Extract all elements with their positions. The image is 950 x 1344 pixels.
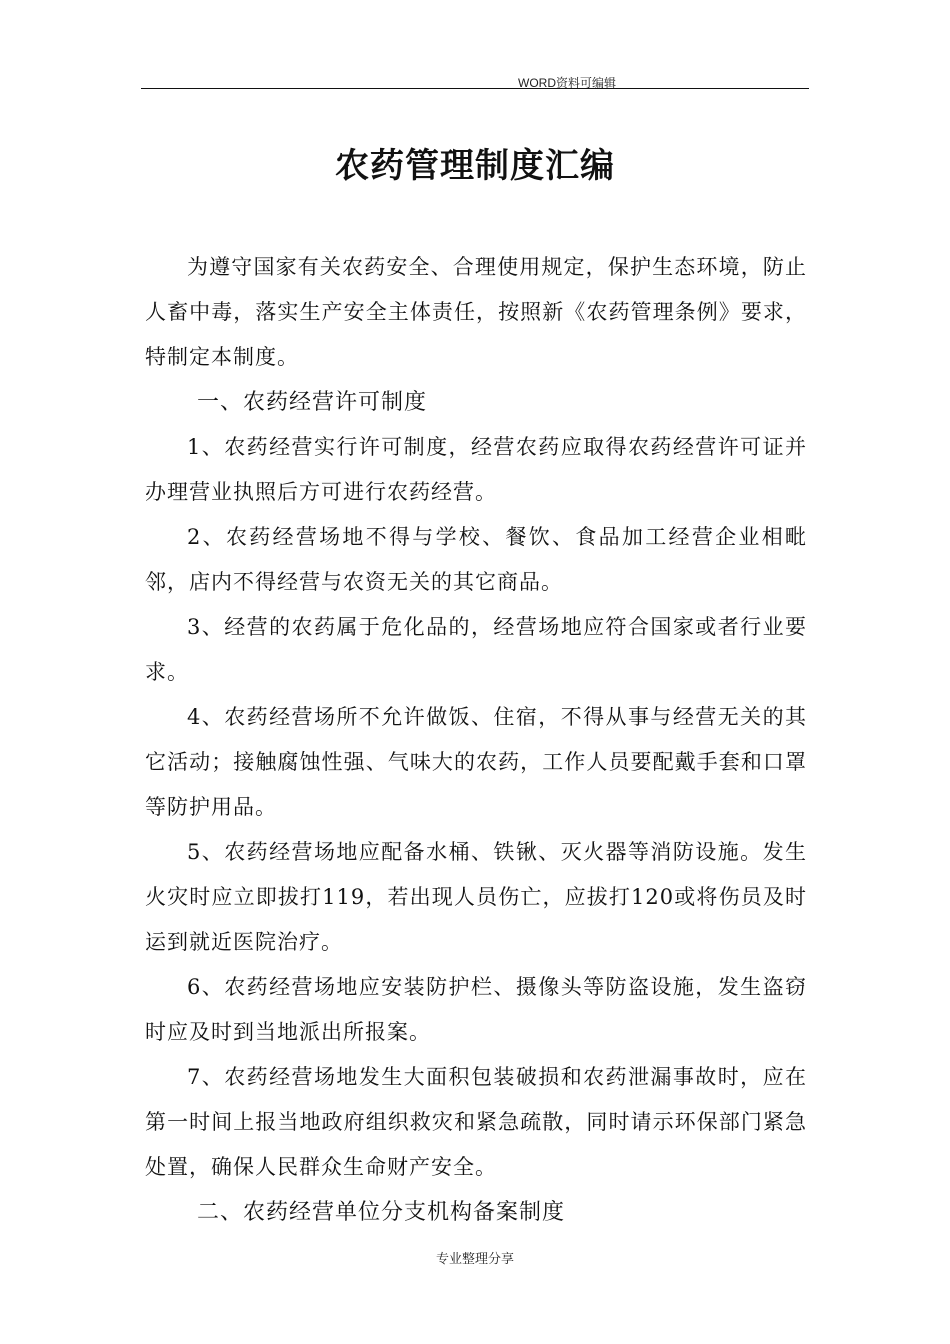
document-title: 农药管理制度汇编 <box>335 146 615 186</box>
section-heading-2: 二、农药经营单位分支机构备案制度 <box>197 1200 566 1225</box>
section-1-item-1: 1、农药经营实行许可制度，经营农药应取得农药经营许可证并办理营业执照后方可进行农药经营。 <box>145 435 807 504</box>
section-1-item-5: 5、农药经营场地应配备水桶、铁锹、灭火器等消防设施。发生火灾时应立即拔打119，若出现人员伤亡，应拔打120或将伤员及时运到就近医院治疗。 <box>145 840 807 954</box>
header-divider <box>141 88 809 89</box>
section-1-item-3: 3、经营的农药属于危化品的，经营场地应符合国家或者行业要求。 <box>145 615 807 684</box>
intro-paragraph: 为遵守国家有关农药安全、合理使用规定，保护生态环境，防止人畜中毒，落实生产安全主体责任，按照新《农药管理条例》要求，特制定本制度。 <box>145 255 807 369</box>
section-1-item-2: 2、农药经营场地不得与学校、餐饮、食品加工经营企业相毗邻，店内不得经营与农资无关的其它商品。 <box>145 525 807 594</box>
section-heading-1: 一、农药经营许可制度 <box>197 390 428 415</box>
section-1-item-7: 7、农药经营场地发生大面积包装破损和农药泄漏事故时，应在第一时间上报当地政府组织救灾和紧急疏散，同时请示环保部门紧急处置，确保人民群众生命财产安全。 <box>145 1065 807 1179</box>
page-header-text: WORD资料可编辑 <box>518 76 616 90</box>
section-1-item-4: 4、农药经营场所不允许做饭、住宿，不得从事与经营无关的其它活动；接触腐蚀性强、气味大的农药，工作人员要配戴手套和口罩等防护用品。 <box>145 705 807 819</box>
document-body <box>145 245 807 1235</box>
section-1-item-6: 6、农药经营场地应安装防护栏、摄像头等防盗设施，发生盗窃时应及时到当地派出所报案。 <box>145 975 807 1044</box>
page-footer-text: 专业整理分享 <box>435 1252 514 1267</box>
